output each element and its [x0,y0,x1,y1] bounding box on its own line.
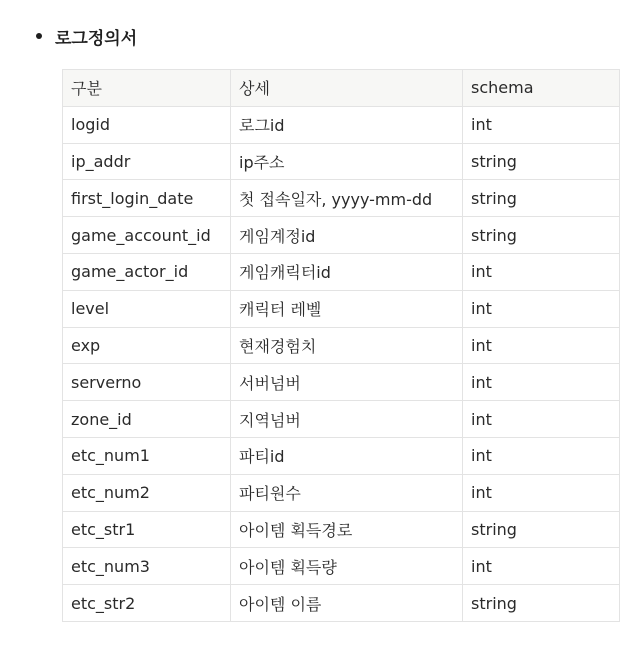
field-name-cell: logid [63,106,231,143]
header-detail: 상세 [231,70,463,107]
field-schema-cell: string [463,180,620,217]
field-name-cell: etc_str1 [63,511,231,548]
field-schema-cell: int [463,290,620,327]
field-name-cell: serverno [63,364,231,401]
field-schema-cell: string [463,143,620,180]
table-row [63,106,620,143]
table-row [63,143,620,180]
section-heading [36,22,137,50]
field-detail-cell: 로그id [231,106,463,143]
field-name-cell: etc_num1 [63,437,231,474]
table-row [63,364,620,401]
header-schema: schema [463,70,620,107]
table-row [63,585,620,622]
header-category: 구분 [63,70,231,107]
field-name-cell: first_login_date [63,180,231,217]
field-name-cell: game_actor_id [63,253,231,290]
field-name-cell: zone_id [63,401,231,438]
table-row [63,474,620,511]
field-schema-cell: int [463,106,620,143]
field-schema-cell: int [463,474,620,511]
table-header-row [63,70,620,107]
field-schema-cell: int [463,401,620,438]
field-detail-cell: ip주소 [231,143,463,180]
table-row [63,180,620,217]
field-detail-cell: 아이템 획득량 [231,548,463,585]
table-row [63,327,620,364]
field-detail-cell: 지역넘버 [231,401,463,438]
field-detail-cell: 첫 접속일자, yyyy-mm-dd [231,180,463,217]
field-schema-cell: string [463,511,620,548]
table-row [63,290,620,327]
field-name-cell: game_account_id [63,217,231,254]
table-row [63,253,620,290]
field-name-cell: level [63,290,231,327]
field-name-cell: exp [63,327,231,364]
field-schema-cell: int [463,548,620,585]
field-schema-cell: string [463,217,620,254]
table-row [63,548,620,585]
field-detail-cell: 캐릭터 레벨 [231,290,463,327]
section-title: 로그정의서 [55,28,138,49]
field-schema-cell: int [463,364,620,401]
table-row [63,401,620,438]
field-name-cell: etc_num3 [63,548,231,585]
table-row [63,217,620,254]
field-schema-cell: int [463,327,620,364]
field-name-cell: ip_addr [63,143,231,180]
field-detail-cell: 서버넘버 [231,364,463,401]
field-detail-cell: 게임캐릭터id [231,253,463,290]
field-detail-cell: 현재경험치 [231,327,463,364]
field-detail-cell: 게임계정id [231,217,463,254]
table-row [63,511,620,548]
field-name-cell: etc_str2 [63,585,231,622]
field-detail-cell: 아이템 획득경로 [231,511,463,548]
field-schema-cell: int [463,437,620,474]
field-name-cell: etc_num2 [63,474,231,511]
field-schema-cell: int [463,253,620,290]
schema-table [62,69,620,622]
bullet-icon [36,33,42,39]
field-detail-cell: 아이템 이름 [231,585,463,622]
table-row [63,437,620,474]
field-schema-cell: string [463,585,620,622]
field-detail-cell: 파티원수 [231,474,463,511]
field-detail-cell: 파티id [231,437,463,474]
